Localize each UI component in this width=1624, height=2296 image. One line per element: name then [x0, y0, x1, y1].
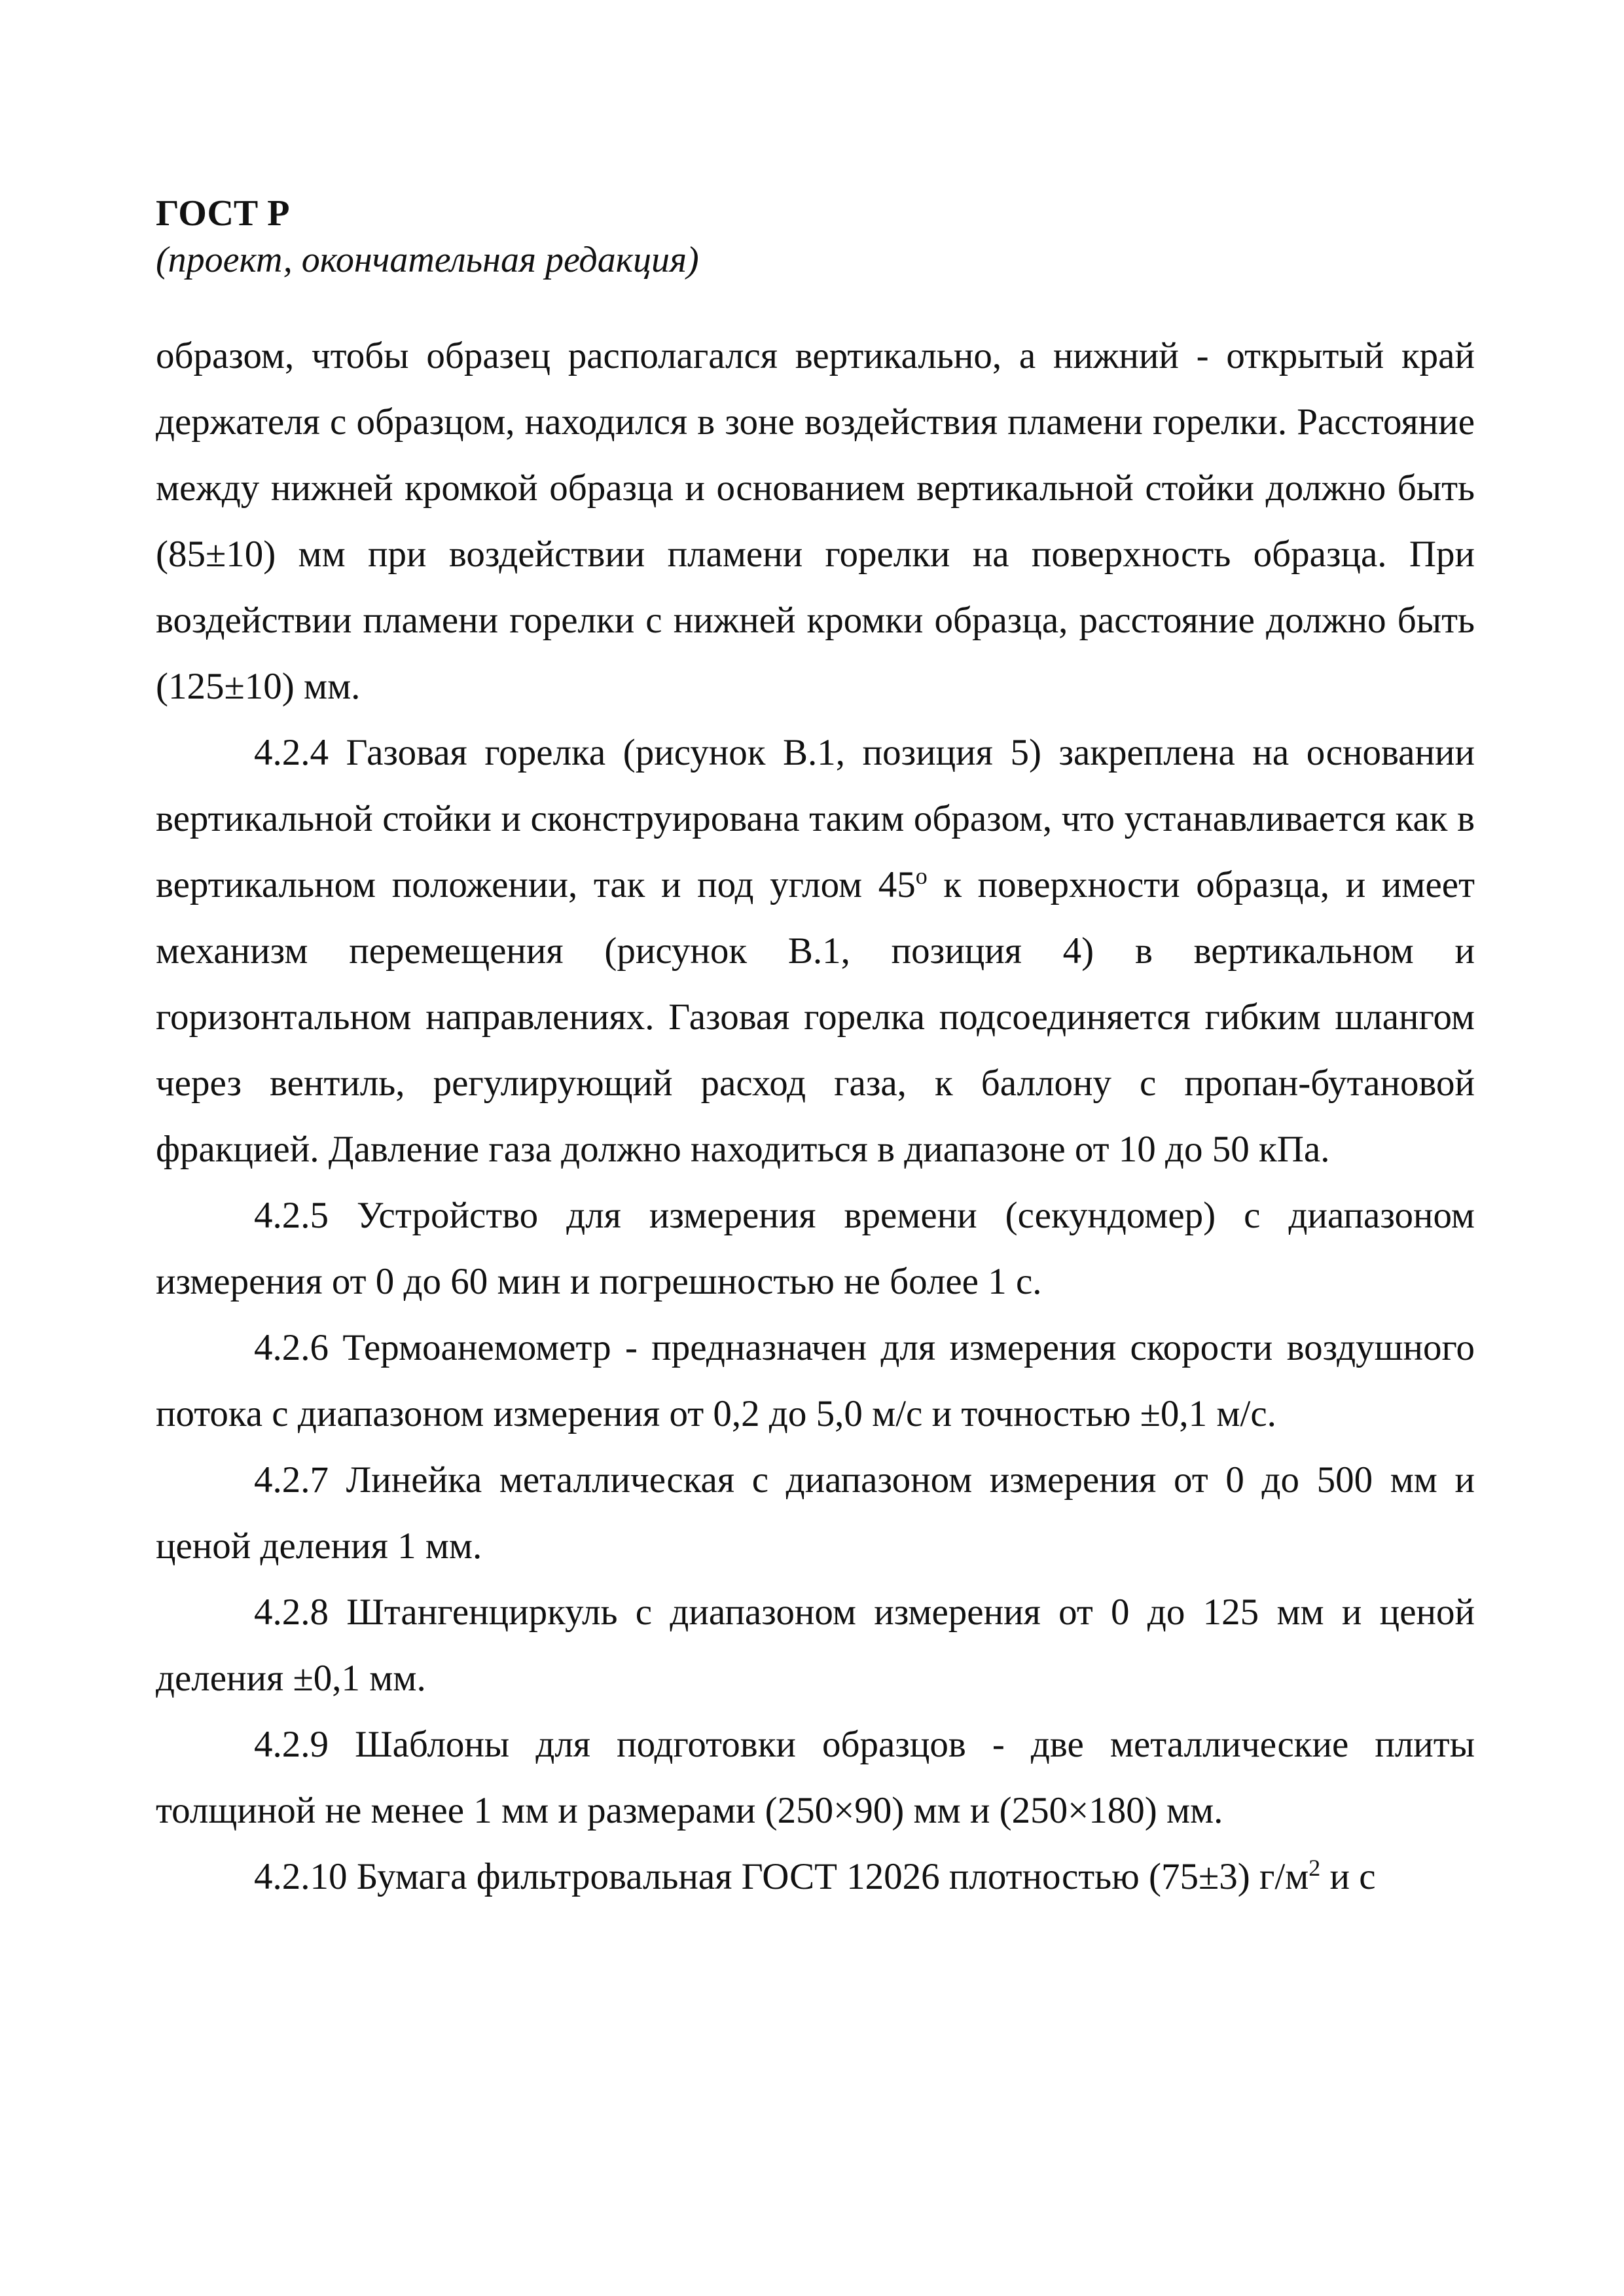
paragraph-4-2-8 [156, 1579, 1475, 1711]
paragraph-4-2-6 [156, 1315, 1475, 1447]
document-status-note: (проект, окончательная редакция) [156, 240, 699, 280]
exponent-superscript: 2 [1308, 1855, 1321, 1881]
paragraph-text: 4.2.4 Газовая горелка (рисунок В.1, позиция 5) закреплена на основании вертикальной стойки и сконструирована таким образом, что устанавливается как в вертикальном положении, так и под углом 45 [156, 732, 1475, 905]
paragraph-text: 4.2.9 Шаблоны для подготовки образцов - две металлические плиты толщиной не менее 1 мм и размерами (250×90) мм и (250×180) мм. [156, 1724, 1475, 1831]
paragraph-text-continued: и с [1320, 1856, 1376, 1897]
degree-superscript: о [915, 863, 928, 889]
paragraph-continued [156, 323, 1475, 720]
paragraph-text-continued: к поверхности образца, и имеет механизм перемещения (рисунок В.1, позиция 4) в вертикальном и горизонтальном направлениях. Газовая горелка подсоединяется гибким шлангом через вентиль, регулирующий расход газа, к баллону с пропан-бутановой фракцией. Давление газа должно находиться в диапазоне от 10 до 50 кПа. [156, 864, 1475, 1170]
paragraph-text: 4.2.6 Термоанемометр - предназначен для измерения скорости воздушного потока с диапазоном измерения от 0,2 до 5,0 м/с и точностью ±0,1 м/с. [156, 1327, 1475, 1434]
page-header [156, 190, 941, 283]
paragraph-text: 4.2.7 Линейка металлическая с диапазоном измерения от 0 до 500 мм и ценой деления 1 мм. [156, 1459, 1475, 1567]
paragraph-text: 4.2.8 Штангенциркуль с диапазоном измерения от 0 до 125 мм и ценой деления ±0,1 мм. [156, 1592, 1475, 1699]
paragraph-text: образом, чтобы образец располагался вертикально, а нижний - открытый край держателя с образцом, находился в зоне воздействия пламени горелки. Расстояние между нижней кромкой образца и основанием вертикальной стойки должно быть (85±10) мм при воздействии пламени горелки на поверхность образца. При воздействии пламени горелки с нижней кромки образца, расстояние должно быть (125±10) мм. [156, 335, 1475, 707]
document-id: ГОСТ Р [156, 193, 290, 234]
paragraph-4-2-5 [156, 1182, 1475, 1315]
paragraph-4-2-7 [156, 1447, 1475, 1579]
paragraph-4-2-10 [156, 1844, 1475, 1910]
paragraph-text: 4.2.5 Устройство для измерения времени (секундомер) с диапазоном измерения от 0 до 60 мин и погрешностью не более 1 с. [156, 1195, 1475, 1302]
paragraph-4-2-4 [156, 720, 1475, 1182]
paragraph-4-2-9 [156, 1711, 1475, 1844]
paragraph-text: 4.2.10 Бумага фильтровальная ГОСТ 12026 плотностью (75±3) г/м [254, 1856, 1309, 1897]
document-body [156, 323, 1475, 1910]
